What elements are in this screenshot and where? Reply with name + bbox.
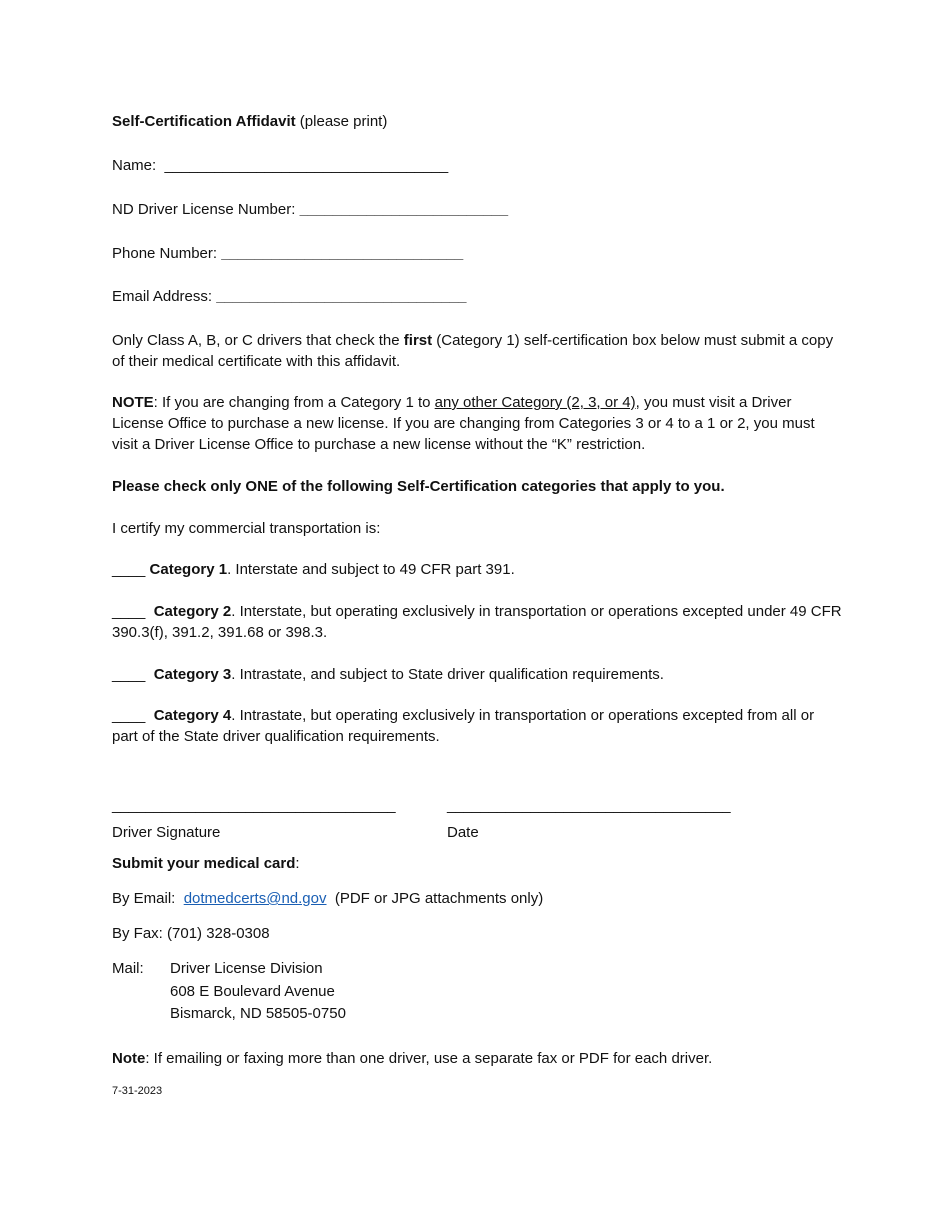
category-2-checkbox[interactable]: ____ [112,603,146,620]
signature-label: Driver Signature [112,824,221,841]
email-blank[interactable]: ______________________________ [216,288,467,305]
form-title-bold: Self-Certification Affidavit [112,113,296,130]
date-line[interactable]: __________________________________ [447,797,731,814]
category-4-checkbox[interactable]: ____ [112,707,146,724]
email-field [112,286,842,307]
license-field [112,199,842,220]
mail-line: Driver License Division [170,960,323,977]
category-2: ____ Category 2. Interstate, but operating exclusively in transportation or operations excepted under 49 CFR 390.3(f), 391.2, 391.68 or 398.3. [112,603,842,641]
category-3-checkbox[interactable]: ____ [112,666,146,683]
phone-blank[interactable]: _____________________________ [221,245,464,262]
name-label: Name: [112,157,157,174]
name-field [112,155,842,176]
submit-email: By Email: dotmedcerts@nd.gov (PDF or JPG attachments only) [112,890,544,907]
note-paragraph: NOTE: If you are changing from a Category 1 to any other Category (2, 3, or 4), you must visit a Driver License Office to purchase a new license. If you are changing from Categories 3 or 4 to a 1 or 2, you must visit a Driver License Office to purchase a new license without the “K” restriction. [112,394,815,453]
mail-label: Mail: [112,960,144,977]
category-4: ____ Category 4. Intrastate, but operating exclusively in transportation or operations excepted from all or part of the State driver qualification requirements. [112,707,815,745]
email-label: Email Address: [112,288,213,305]
intro-paragraph: Only Class A, B, or C drivers that check the first (Category 1) self-certification box below must submit a copy of their medical certificate with this affidavit. [112,332,834,370]
name-blank[interactable]: __________________________________ [164,157,449,174]
phone-field [112,243,842,264]
phone-label: Phone Number: [112,245,218,262]
signature-line[interactable]: __________________________________ [112,797,396,814]
form-title [112,111,842,132]
category-1-checkbox[interactable]: ____ [112,561,146,578]
certify-text: I certify my commercial transportation is: [112,520,381,537]
revision-date: 7-31-2023 [112,1085,163,1097]
mail-lines [170,958,470,1026]
submit-heading: Submit your medical card: [112,855,300,872]
category-3: ____ Category 3. Intrastate, and subject to State driver qualification requirements. [112,666,664,683]
footer-note: Note: If emailing or faxing more than one driver, use a separate fax or PDF for each driver. [112,1050,713,1067]
mail-line: 608 E Boulevard Avenue [170,982,335,1000]
submit-fax: By Fax: (701) 328-0308 [112,925,270,942]
category-1: ____ Category 1. Interstate and subject to 49 CFR part 391. [112,561,515,578]
instruction-text: Please check only ONE of the following Self-Certification categories that apply to you. [112,478,725,495]
date-label: Date [447,824,479,841]
mail-line: Bismarck, ND 58505-0750 [170,1005,346,1022]
license-blank[interactable]: _________________________ [299,201,509,218]
license-label: ND Driver License Number: [112,201,296,218]
email-link[interactable]: dotmedcerts@nd.gov [183,890,327,907]
form-title-note: (please print) [295,113,388,130]
